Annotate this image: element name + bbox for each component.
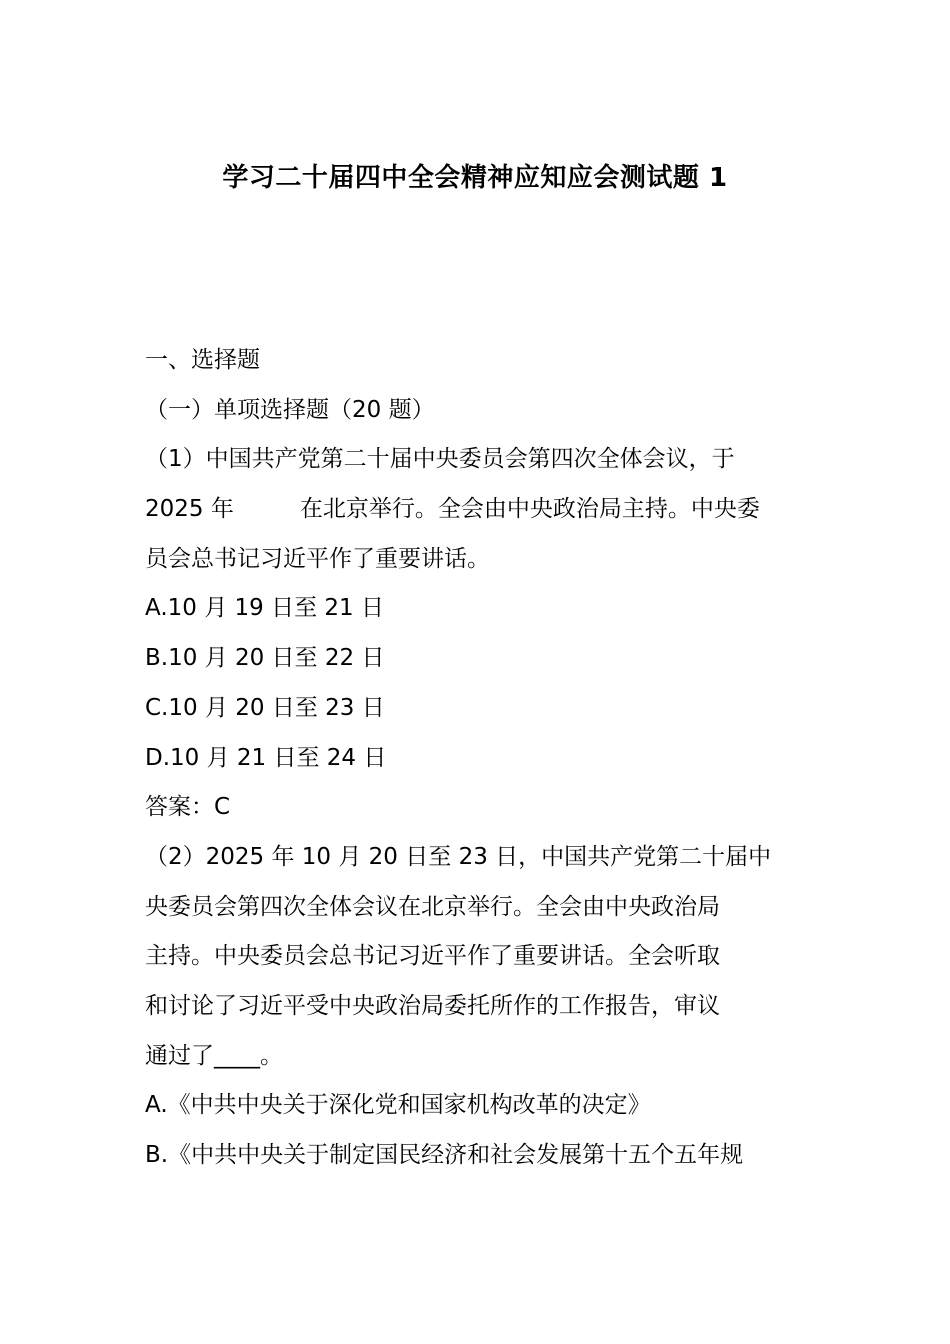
question-2-blank: ____ [214,1042,260,1069]
question-1-stem-fragment: 在北京举行。全会由中央政治局主持。中央委 [299,496,760,523]
question-1-stem-line [145,485,810,535]
question-1-option-b: B.10 月 20 日至 22 日 [145,645,385,672]
question-1-option-a: A.10 月 19 日至 21 日 [145,595,384,622]
question-1-option-c: C.10 月 20 日至 23 日 [145,694,385,721]
question-1 [145,435,810,833]
question-2-stem-line [145,1032,810,1082]
question-2-option-b: B.《中共中央关于制定国民经济和社会发展第十五个五年规 [145,1142,744,1168]
subsection-heading: （一）单项选择题（20 题） [145,396,435,423]
question-2-stem-line: （2）2025 年 10 月 20 日至 23 日，中国共产党第二十届中 [145,843,772,870]
question-2-stem-line: 央委员会第四次全体会议在北京举行。全会由中央政治局 [145,893,720,920]
question-1-option-d: D.10 月 21 日至 24 日 [145,744,387,771]
question-1-answer: 答案：C [145,794,231,821]
document-body [145,336,810,1181]
question-2-stem-fragment: 通过了 [145,1042,214,1069]
question-1-stem-line: 员会总书记习近平作了重要讲话。 [145,545,490,572]
question-2 [145,833,810,1181]
question-1-stem-line: （1）中国共产党第二十届中央委员会第四次全体会议，于 [145,446,735,473]
question-2-stem-fragment: 。 [260,1042,283,1069]
question-2-stem-line: 和讨论了习近平受中央政治局委托所作的工作报告，审议 [145,992,720,1019]
question-1-stem-fragment: 2025 年 [145,496,234,523]
question-2-stem-line: 主持。中央委员会总书记习近平作了重要讲话。全会听取 [145,943,720,970]
section-heading: 一、选择题 [145,347,260,373]
question-2-option-a: A.《中共中央关于深化党和国家机构改革的决定》 [145,1092,651,1119]
document-title: 学习二十届四中全会精神应知应会测试题 1 [222,163,728,193]
